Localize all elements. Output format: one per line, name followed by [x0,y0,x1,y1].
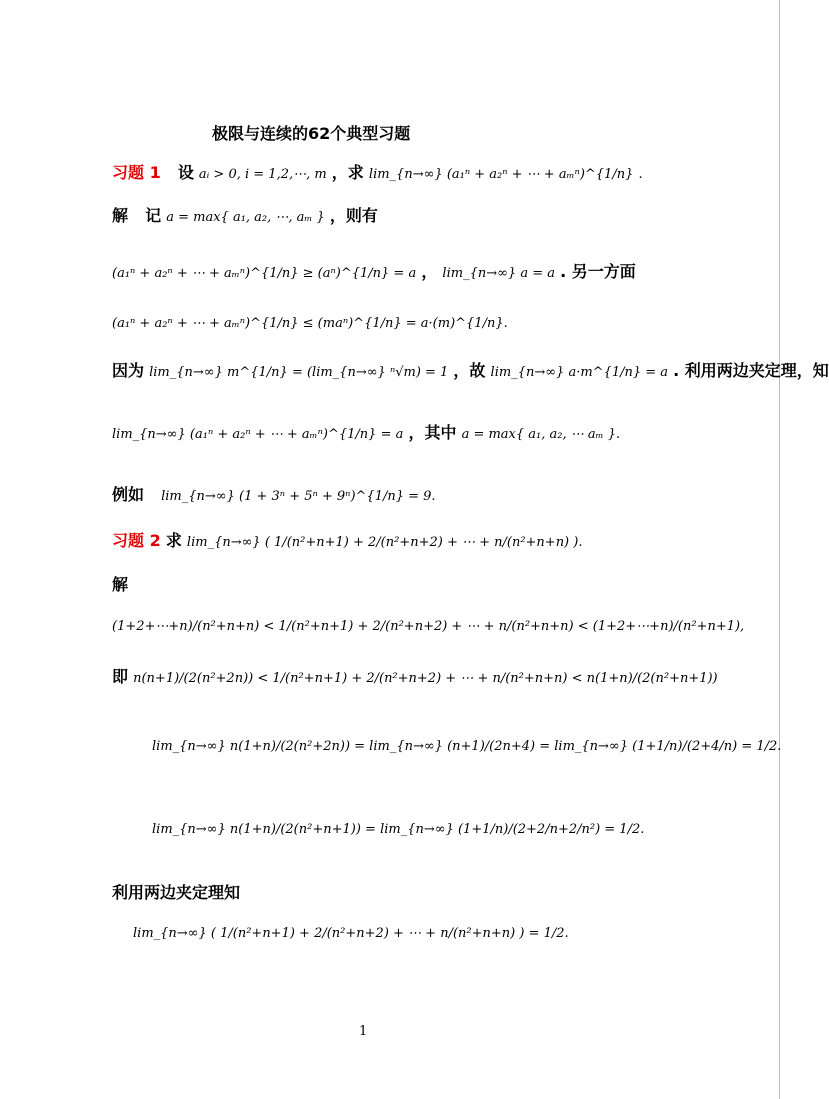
problem-2-expression: lim_{n→∞} ( 1/(n²+n+1) + 2/(n²+n+2) + ⋯ + n/(n²+n+n) ). [186,535,583,550]
final-result-expr: lim_{n→∞} ( 1/(n²+n+1) + 2/(n²+n+2) + ⋯ + n/(n²+n+n) ) = 1/2. [133,926,569,941]
page-number: 1 [359,1024,368,1039]
solution-1-because [112,358,829,381]
inequality-1-tail: . 另一方面 [560,262,636,281]
problem-2-ask: 求 [165,531,182,550]
inequality-2-expr: (a₁ⁿ + a₂ⁿ + ⋯ + aₘⁿ)^{1/n} ≤ (maⁿ)^{1/n} = a·(m)^{1/n}. [112,316,508,331]
solution-2-label: 解 [112,575,129,594]
conclusion-line [112,880,240,903]
page-title: 极限与连续的62个典型习题 [212,124,411,143]
result-where: ，其中 [408,423,457,442]
because-expression-2: lim_{n→∞} a·m^{1/n} = a [490,365,669,380]
solution-1-definition: a = max{ a₁, a₂, ⋯, aₘ } [166,210,325,225]
ie-label: 即 [112,667,129,686]
example-label: 例如 [112,485,145,504]
problem-2-label: 习题 2 [112,531,161,550]
solution-2-label-line [112,572,128,595]
limit-2 [152,818,644,837]
result-definition: a = max{ a₁, a₂, ⋯ aₘ }. [461,427,621,442]
because-expression: lim_{n→∞} m^{1/n} = (lim_{n→∞} ⁿ√m) = 1 [149,365,449,380]
problem-1-period: . [638,167,643,182]
problem-1-intro: 设 [177,163,194,182]
solution-1-inequality-1 [112,259,636,282]
solution-1-label: 解 [112,206,129,225]
solution-1-then: ，则有 [329,206,378,225]
solution-2-inequality [112,615,744,634]
problem-1-label: 习题 1 [112,163,161,182]
limit-2-expr: lim_{n→∞} n(1+n)/(2(n²+n+1)) = lim_{n→∞} (1+1/n)/(2+2/n+2/n²) = 1/2. [152,822,645,837]
problem-2-statement [112,528,582,551]
problem-1-condition: aᵢ > 0, i = 1,2,⋯, m [198,167,327,182]
conclusion-label: 利用两边夹定理知 [112,883,241,902]
solution-1-inequality-2 [112,312,508,331]
because-label: 因为 [112,361,145,380]
problem-1-statement [112,160,643,183]
example-expression: lim_{n→∞} (1 + 3ⁿ + 5ⁿ + 9ⁿ)^{1/n} = 9. [161,489,436,504]
because-sep: ，故 [453,361,486,380]
example-line [112,482,436,505]
because-tail: . 利用两边夹定理，知 [673,361,829,380]
problem-1-ask: ，求 [331,163,364,182]
solution-2-ie [112,664,718,687]
final-result [133,922,569,941]
ie-expression: n(n+1)/(2(n²+2n)) < 1/(n²+n+1) + 2/(n²+n+2) + ⋯ + n/(n²+n+n) < n(1+n)/(2(n²+n+1)) [133,671,718,686]
solution-1-intro [112,203,378,226]
solution-1-result [112,420,620,443]
limit-1-expr: lim_{n→∞} n(1+n)/(2(n²+2n)) = lim_{n→∞} (n+1)/(2n+4) = lim_{n→∞} (1+1/n)/(2+4/n) = 1/2. [152,739,782,754]
problem-1-expression: lim_{n→∞} (a₁ⁿ + a₂ⁿ + ⋯ + aₘⁿ)^{1/n} [368,167,634,182]
result-expression: lim_{n→∞} (a₁ⁿ + a₂ⁿ + ⋯ + aₘⁿ)^{1/n} = a [112,427,404,442]
inequality-1-sep: ， [421,262,438,281]
limit-1 [152,735,781,754]
page-edge-line [779,0,780,1099]
inequality-1-expr: (a₁ⁿ + a₂ⁿ + ⋯ + aₘⁿ)^{1/n} ≥ (aⁿ)^{1/n} = a [112,266,417,281]
solution-2-inequality-expr: (1+2+⋯+n)/(n²+n+n) < 1/(n²+n+1) + 2/(n²+n+2) + ⋯ + n/(n²+n+n) < (1+2+⋯+n)/(n²+n+1), [112,619,745,634]
inequality-1-limit: lim_{n→∞} a = a [442,266,555,281]
solution-1-let: 记 [145,206,162,225]
